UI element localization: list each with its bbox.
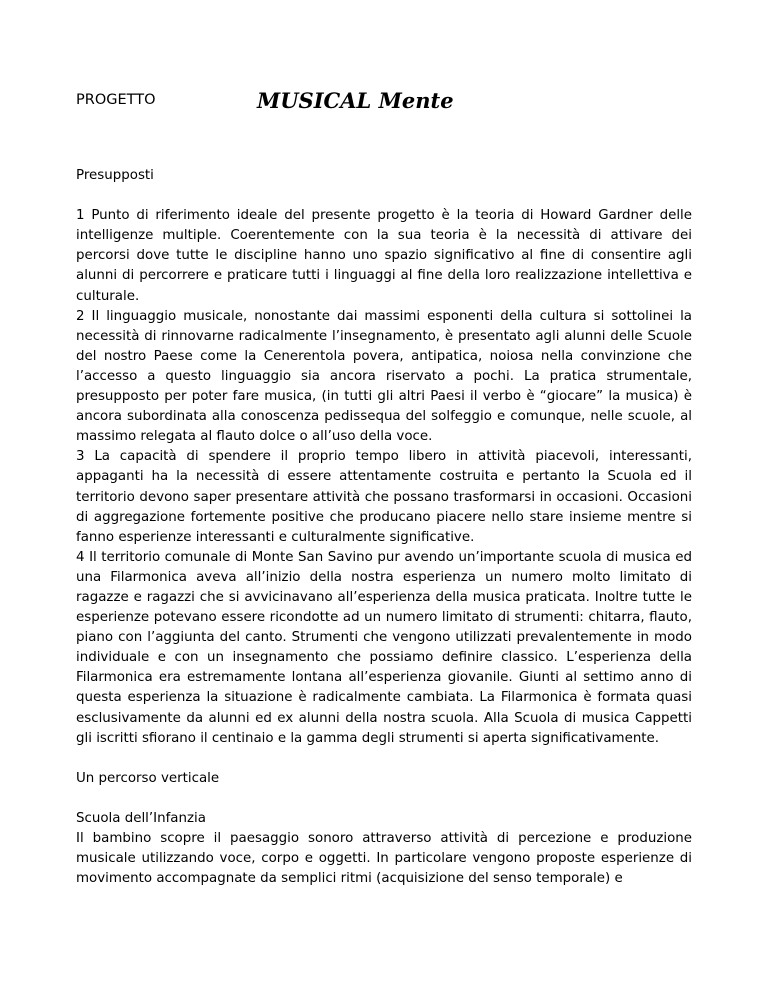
paragraph-point-2: 2 Il linguaggio musicale, nonostante dai massimi esponenti della cultura si sottolinei la necessità di rinnovarne radicalmente l’insegnamento, è presentato agli alunni delle Scuole del nostro Paese come la Cenerentola povera, antipatica, noiosa nella convinzione che l’accesso a questo linguaggio sia ancora riservato a pochi. La pratica strumentale, presupposto per poter fare musica, (in tutti gli altri Paesi il verbo è “giocare” la musica) è ancora subordinata alla conoscenza pedissequa del solfeggio e comunque, nelle scuole, al massimo relegata al flauto dolce o all’uso della voce. (76, 308, 692, 445)
document-header (76, 88, 692, 114)
paragraph-infanzia: Il bambino scopre il paesaggio sonoro attraverso attività di percezione e produzione musicale utilizzando voce, corpo e oggetti. In particolare vengono proposte esperienze di movimento accompagnate da semplici ritmi (acquisizione del senso temporale) e (76, 831, 692, 887)
document-body (76, 166, 692, 889)
section-heading-presupposti: Presupposti (76, 168, 154, 183)
paragraph-point-4: 4 Il territorio comunale di Monte San Savino pur avendo un’importante scuola di musica ed una Filarmonica aveva all’inizio della nostra esperienza un numero molto limitato di ragazze e ragazzi che si avvicinavano all’esperienza della musica praticata. Inoltre tutte le esperienze potevano essere ricondotte ad un numero limitato di strumenti: chitarra, flauto, piano con l’aggiunta del canto. Strumenti che vengono utilizzati prevalentemente in modo individuale e con un insegnamento che possiamo definire classico. L’esperienza della Filarmonica era estremamente lontana all’esperienza giovanile. Giunti al settimo anno di questa esperienza la situazione è radicalmente cambiata. La Filarmonica è formata quasi esclusivamente da alunni ed ex alunni della nostra scuola. Alla Scuola di musica Cappetti gli iscritti sfiorano il centinaio e la gamma degli strumenti si aperta significativamente. (76, 549, 692, 746)
section-heading-percorso: Un percorso verticale (76, 770, 220, 786)
subsection-heading-infanzia: Scuola dell’Infanzia (76, 811, 206, 826)
paragraph-point-3: 3 La capacità di spendere il proprio tempo libero in attività piacevoli, interessanti, appaganti ha la necessità di essere attentamente costruita e pertanto la Scuola ed il territorio devono saper presentare attività che possano trasformarsi in occasioni. Occasioni di aggregazione fortemente positive che producano piacere nello stare insieme mentre si fanno esperienze interessanti e culturalmente significative. (76, 449, 692, 545)
project-label: PROGETTO (76, 92, 156, 108)
document-title: MUSICAL Mente (257, 88, 454, 113)
paragraph-point-1: 1 Punto di riferimento ideale del presente progetto è la teoria di Howard Gardner delle intelligenze multiple. Coerentemente con la sua teoria è la necessità di attivare dei percorsi dove tutte le discipline hanno uno spazio significativo al fine di consentire agli alunni di percorrere e praticare tutti i linguaggi al fine della loro realizzazione intellettiva e culturale. (76, 208, 692, 304)
